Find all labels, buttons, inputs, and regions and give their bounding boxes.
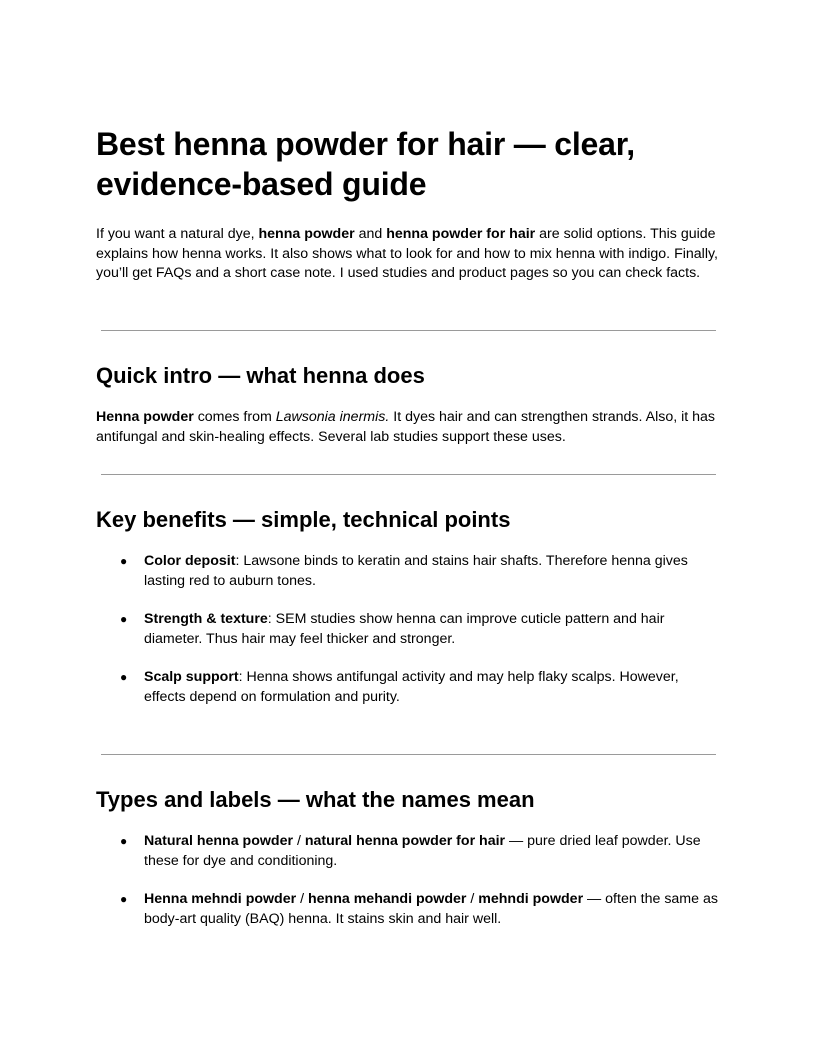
bullet-icon: ● (120, 612, 128, 626)
list-item: ● Color deposit: Lawsone binds to keratin and stains hair shafts. Therefore henna gives lasting red to auburn tones. (120, 553, 688, 589)
list-item: ● Scalp support: Henna shows antifungal activity and may help flaky scalps. However, effects depend on formulation and purity. (120, 669, 679, 705)
list-item: ● Natural henna powder / natural henna powder for hair — pure dried leaf powder. Use these for dye and conditioning. (120, 833, 701, 869)
bullet-icon: ● (120, 892, 128, 906)
bullet-icon: ● (120, 670, 128, 684)
section-heading-quick-intro: Quick intro — what henna does (96, 363, 425, 388)
section-heading-key-benefits: Key benefits — simple, technical points (96, 507, 511, 532)
divider (101, 330, 716, 331)
divider (101, 754, 716, 755)
quick-intro-paragraph: Henna powder comes from Lawsonia inermis. It dyes hair and can strengthen strands. Also, it has antifungal and skin-healing effects. Several lab studies support these uses. (96, 409, 716, 445)
types-labels-list (96, 832, 720, 948)
intro-paragraph: If you want a natural dye, henna powder and henna powder for hair are solid options. This guide explains how henna works. It also shows what to look for and how to mix henna with indigo. Finally, you’ll get FAQs and a short case note. I used studies and product pages so you can check facts. (96, 226, 718, 281)
list-item: ● Henna mehndi powder / henna mehandi powder / mehndi powder — often the same as body-art quality (BAQ) henna. It stains skin and hair well. (120, 891, 718, 927)
page-title: Best henna powder for hair — clear, evidence-based guide (96, 126, 635, 202)
list-item: ● Strength & texture: SEM studies show henna can improve cuticle pattern and hair diameter. Thus hair may feel thicker and stronger. (120, 611, 665, 647)
section-heading-types-labels: Types and labels — what the names mean (96, 787, 535, 812)
divider (101, 474, 716, 475)
bullet-icon: ● (120, 554, 128, 568)
bullet-icon: ● (120, 834, 128, 848)
key-benefits-list (96, 552, 720, 726)
